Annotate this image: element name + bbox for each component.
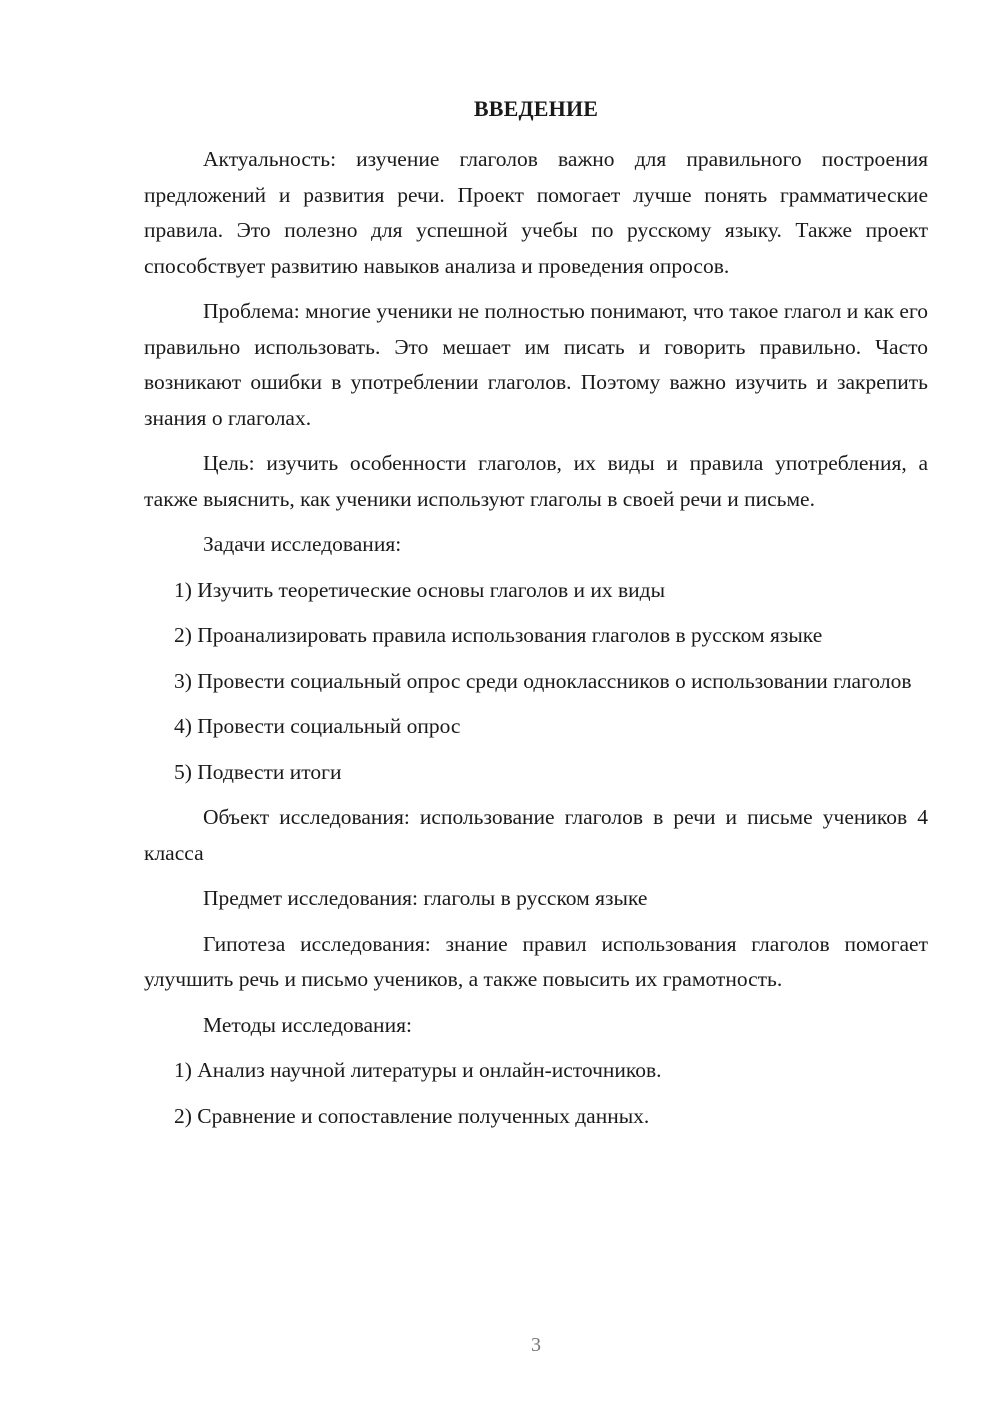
task-item-5: 5) Подвести итоги [174,759,342,784]
task-item-4: 4) Провести социальный опрос [174,714,461,738]
page-number: 3 [531,1334,541,1356]
page-title: ВВЕДЕНИЕ [473,96,599,121]
relevance-paragraph: Актуальность: изучение глаголов важно для правильного построения предложений и развития речи. Проект помогает лучше понять грамматические правила. Это полезно для успешной учебы по русскому языку. Также проект способствует развитию навыков анализа и проведения опросов. [144,147,928,278]
document-body [144,142,928,1144]
task-item-3: 3) Провести социальный опрос среди одноклассников о использовании глаголов [174,668,912,693]
task-item-2: 2) Проанализировать правила использования глаголов в русском языке [174,623,823,647]
methods-heading: Методы исследования: [203,1012,412,1037]
object-paragraph: Объект исследования: использование глаголов в речи и письме учеников 4 класса [144,805,928,865]
tasks-heading: Задачи исследования: [203,532,402,556]
problem-paragraph: Проблема: многие ученики не полностью понимают, что такое глагол и как его правильно использовать. Это мешает им писать и говорить правильно. Часто возникают ошибки в употреблении глаголов. Поэтому важно изучить и закрепить знания о глаголах. [144,299,928,430]
hypothesis-paragraph: Гипотеза исследования: знание правил использования глаголов помогает улучшить речь и письмо учеников, а также повысить их грамотность. [144,931,928,991]
goal-paragraph: Цель: изучить особенности глаголов, их виды и правила употребления, а также выяснить, как ученики используют глаголы в своей речи и письме. [144,451,928,511]
task-item-1: 1) Изучить теоретические основы глаголов и их виды [174,577,666,602]
method-item-1: 1) Анализ научной литературы и онлайн-источников. [174,1058,662,1082]
method-item-2: 2) Сравнение и сопоставление полученных данных. [174,1103,650,1128]
subject-paragraph: Предмет исследования: глаголы в русском языке [203,886,648,910]
